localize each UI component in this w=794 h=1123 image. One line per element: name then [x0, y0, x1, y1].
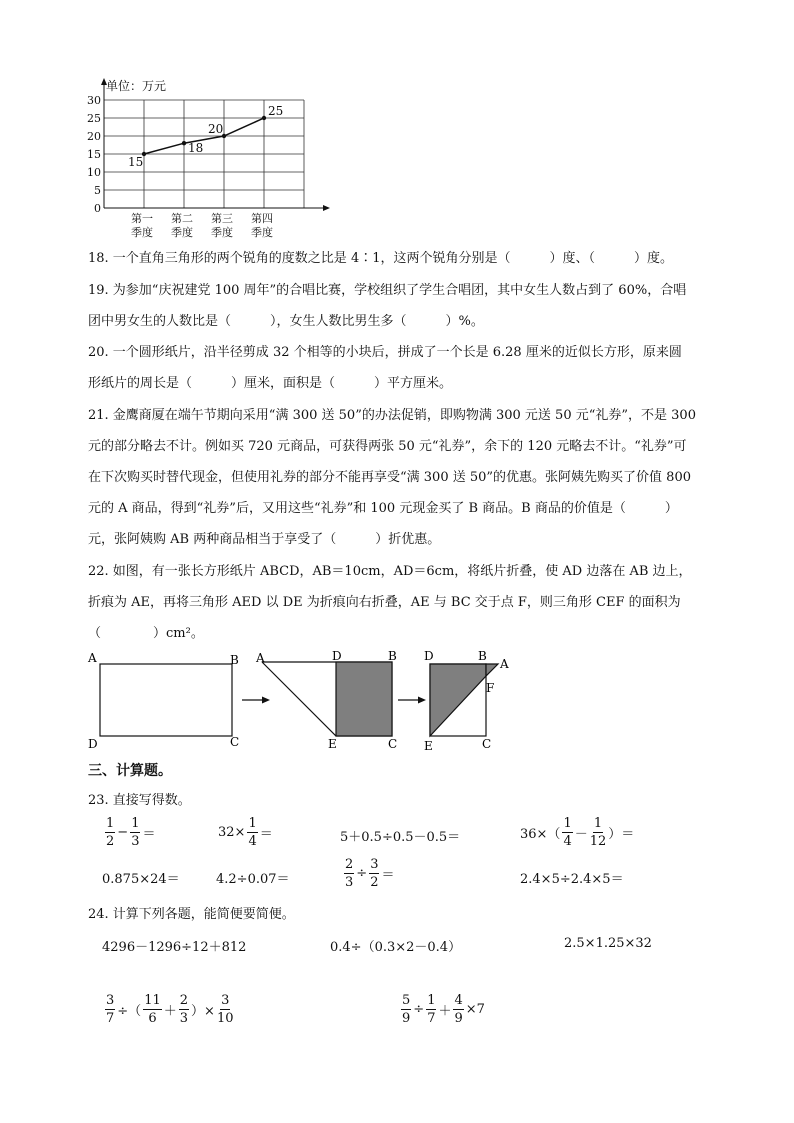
question-22-line-1: 22. 如图，有一张长方形纸片 ABCD，AB＝10cm，AD＝6cm，将纸片折叠，使 AD 边落在 AB 边上， [88, 564, 692, 579]
q24-expr-4: $\frac{3}{7}$ ÷（ $\frac{11}{6}$ ＋ $\frac{2}{3}$ ）× $\frac{3}{10}$ [106, 993, 234, 1026]
y-tick-label: 25 [87, 112, 101, 125]
q24-expr-1: 4296－1296÷12＋812 [102, 940, 247, 955]
data-label: 18 [188, 141, 204, 156]
data-point [182, 141, 186, 145]
question-20-line-2: 形纸片的周长是（ ）厘米，面积是（ ）平方厘米。 [88, 376, 453, 391]
fig3-label-f: F [486, 681, 495, 695]
q23-item-6: 4.2÷0.07＝ [216, 872, 290, 887]
x-tick-label: 季度 [171, 226, 193, 239]
x-tick-label: 第三 [211, 212, 233, 225]
x-tick-label: 季度 [251, 226, 273, 239]
fig1-label-b: B [230, 653, 239, 667]
question-20-line-1: 20. 一个圆形纸片，沿半径剪成 32 个相等的小块后，拼成了一个长是 6.28 厘米的近似长方形，原来圆 [88, 345, 682, 360]
q23-item-5: 0.875×24＝ [102, 872, 180, 887]
q23-item-4: 36×（ $\frac{1}{4}$ － $\frac{1}{12}$ ）＝ [520, 816, 635, 849]
folding-figure [84, 648, 524, 756]
data-label: 15 [128, 155, 144, 169]
line-chart [80, 74, 340, 246]
chart-series [128, 104, 283, 169]
q23-item-3: 5＋0.5÷0.5－0.5＝ [340, 830, 461, 845]
question-22-line-3: （ ）cm²。 [88, 626, 204, 641]
question-21-line-2: 元的部分略去不计。例如买 720 元商品，可获得两张 50 元“礼券”，余下的 120 元略去不计。“礼券”可 [88, 439, 687, 454]
rectangle-abcd [100, 664, 232, 736]
x-tick-label: 季度 [131, 226, 153, 239]
chart-x-ticks [131, 212, 273, 239]
data-label: 20 [208, 122, 224, 136]
data-label: 25 [268, 104, 284, 118]
fig3-label-b: B [478, 649, 487, 663]
q23-item-1: $\frac{1}{2}$ − $\frac{1}{3}$ ＝ [106, 816, 156, 849]
x-tick-label: 季度 [211, 226, 233, 239]
fig2-label-c: C [388, 737, 398, 751]
fig3-small-triangle [486, 664, 498, 676]
x-tick-label: 第二 [171, 212, 193, 225]
y-tick-label: 0 [94, 202, 101, 215]
fig1-label-a: A [88, 651, 97, 665]
question-21-line-4: 元的 A 商品，得到“礼券”后，又用这些“礼券”和 100 元现金买了 B 商品。B 商品的价值是（ ） [88, 501, 678, 516]
data-point [262, 116, 266, 120]
fig3-label-e: E [424, 739, 433, 753]
question-24-title: 24. 计算下列各题，能简便要简便。 [88, 907, 295, 922]
x-tick-label: 第四 [251, 212, 273, 225]
y-tick-label: 20 [87, 130, 101, 143]
question-23-title: 23. 直接写得数。 [88, 793, 191, 808]
arrow-1-head [262, 697, 270, 704]
fig3-label-c: C [482, 737, 492, 751]
chart-axes [101, 78, 330, 211]
q24-expr-2: 0.4÷（0.3×2－0.4） [330, 940, 462, 955]
q23-item-7: $\frac{2}{3}$ ÷ $\frac{3}{2}$ ＝ [345, 857, 395, 890]
fig2-label-d: D [332, 649, 342, 663]
question-21-line-5: 元，张阿姨购 AB 两种商品相当于享受了（ ）折优惠。 [88, 532, 441, 547]
question-21-line-3: 在下次购买时替代现金，但使用礼券的部分不能再享受“满 300 送 50”的优惠。张阿姨先购买了价值 800 [88, 470, 691, 485]
question-19-line-2: 团中男女生的人数比是（ ），女生人数比男生多（ ）%。 [88, 314, 484, 329]
question-22-line-2: 折痕为 AE，再将三角形 AED 以 DE 为折痕向右折叠，AE 与 BC 交于点 F，则三角形 CEF 的面积为 [88, 595, 681, 610]
y-tick-label: 30 [87, 94, 101, 107]
x-axis-arrow [323, 205, 330, 211]
fig3-label-d: D [424, 649, 434, 663]
chart-y-ticks [87, 94, 101, 215]
q23-item-8: 2.4×5÷2.4×5＝ [520, 872, 624, 887]
fig1-label-c: C [230, 735, 240, 749]
arrow-2-head [418, 697, 426, 704]
q24-expr-5: $\frac{5}{9}$ ÷ $\frac{1}{7}$ ＋ $\frac{4}{9}$ ×7 [402, 993, 485, 1026]
question-21-line-1: 21. 金鹰商厦在端午节期向采用“满 300 送 50”的办法促销，即购物满 300 元送 50 元“礼券”，不是 300 [88, 408, 696, 423]
fig3-shaded [430, 664, 486, 736]
q24-expr-3: 2.5×1.25×32 [564, 936, 652, 951]
section-3-heading: 三、计算题。 [88, 763, 172, 779]
q23-item-2: 32× $\frac{1}{4}$ ＝ [218, 816, 273, 849]
y-tick-label: 10 [87, 166, 101, 179]
fig3-label-a: A [500, 657, 509, 671]
question-19-line-1: 19. 为参加“庆祝建党 100 周年”的合唱比赛，学校组织了学生合唱团，其中女生人数占到了 60%，合唱 [88, 283, 687, 298]
fig2-label-e: E [328, 737, 337, 751]
fig1-label-d: D [88, 737, 98, 751]
fig2-shaded [336, 662, 392, 736]
y-tick-label: 5 [94, 184, 101, 197]
question-18: 18. 一个直角三角形的两个锐角的度数之比是 4∶1，这两个锐角分别是（ ）度、（ ）度。 [88, 251, 673, 266]
fig2-label-b: B [388, 649, 397, 663]
fig2-label-a: A [256, 651, 265, 665]
y-tick-label: 15 [87, 148, 101, 161]
x-tick-label: 第一 [131, 212, 153, 225]
chart-unit-label: 单位：万元 [106, 79, 167, 93]
